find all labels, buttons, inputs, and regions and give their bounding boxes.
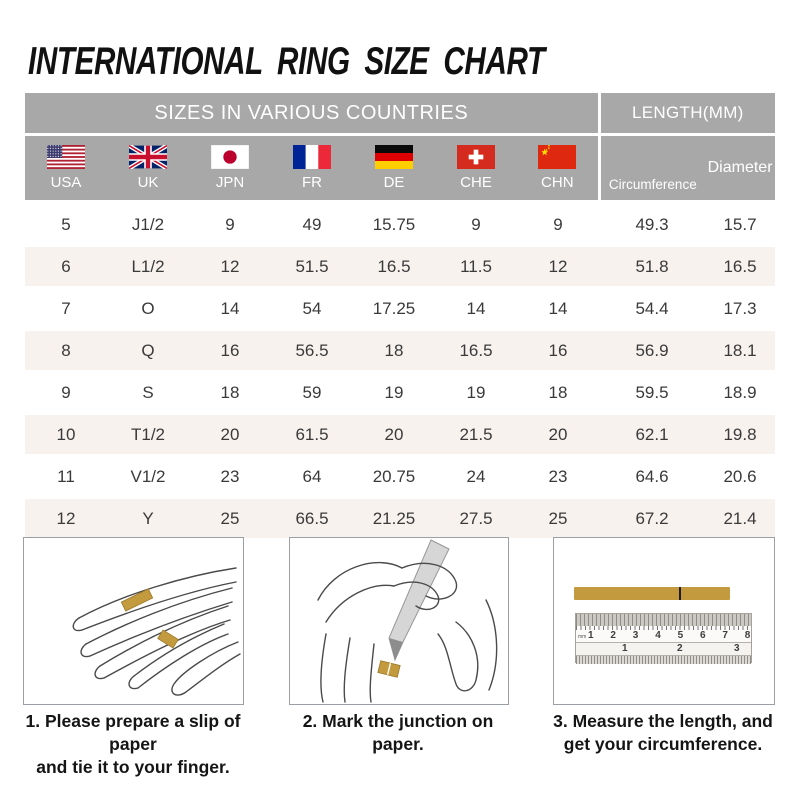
ruler-cm-label: 4 <box>655 630 661 641</box>
size-cell: 51.8 <box>599 246 705 288</box>
size-cell: 8 <box>25 330 107 372</box>
size-cell: 16.5 <box>705 246 775 288</box>
size-cell: 6 <box>25 246 107 288</box>
ruler-cm-label: 8 <box>744 630 751 641</box>
size-cell: V1/2 <box>107 456 189 498</box>
column-header-jpn <box>189 135 271 201</box>
step3-caption <box>541 710 785 756</box>
step2-caption <box>276 710 520 756</box>
caption-line: 2. Mark the junction on paper. <box>302 711 494 755</box>
size-cell: 64 <box>271 456 353 498</box>
size-cell: 18.1 <box>705 330 775 372</box>
ruler-unit-label: mm <box>578 634 587 640</box>
caption-line: 1. Please prepare a slip of paper <box>25 711 241 755</box>
step1-caption <box>11 710 255 779</box>
size-cell: 11.5 <box>435 246 517 288</box>
size-cell: 19 <box>435 372 517 414</box>
country-code-label: CHE <box>460 174 492 191</box>
size-cell: 20.6 <box>705 456 775 498</box>
size-cell: 20 <box>189 414 271 456</box>
ruler-measure-illustration <box>554 538 774 704</box>
size-cell: J1/2 <box>107 205 189 246</box>
size-cell: 14 <box>189 288 271 330</box>
column-header-circumference: Circumference <box>599 135 705 201</box>
size-cell: 25 <box>517 498 599 540</box>
country-code-label: UK <box>137 174 159 191</box>
uk-flag-icon <box>129 145 167 169</box>
country-code-label: FR <box>302 174 322 191</box>
country-code-label: JPN <box>215 174 245 191</box>
size-cell: 18 <box>353 330 435 372</box>
size-cell: 27.5 <box>435 498 517 540</box>
caption-line: 3. Measure the length, and <box>553 711 773 731</box>
size-cell: 9 <box>25 372 107 414</box>
ruler-cm-label: 2 <box>610 630 616 641</box>
ring-size-table-body <box>25 205 775 540</box>
size-cell: 17.25 <box>353 288 435 330</box>
size-cell: 9 <box>435 205 517 246</box>
size-cell: 54 <box>271 288 353 330</box>
sizes-group-header: SIZES IN VARIOUS COUNTRIES <box>25 93 599 135</box>
size-cell: 51.5 <box>271 246 353 288</box>
ruler-cm-labels <box>576 626 751 642</box>
caption-line: and tie it to your finger. <box>36 757 230 778</box>
ruler-cm-label: 6 <box>700 630 706 641</box>
step1-illustration-box <box>23 537 244 705</box>
size-cell: 20.75 <box>353 456 435 498</box>
size-cell: 21.25 <box>353 498 435 540</box>
size-cell: 15.7 <box>705 205 775 246</box>
junction-mark <box>679 587 681 600</box>
size-cell: 17.3 <box>705 288 775 330</box>
column-header-uk <box>107 135 189 201</box>
size-cell: 9 <box>517 205 599 246</box>
ruler-inch-label: 1 <box>622 643 628 654</box>
column-header-chn <box>517 135 599 201</box>
size-cell: 12 <box>25 498 107 540</box>
country-code-label: USA <box>50 174 82 191</box>
ruler-cm-label: 5 <box>677 630 684 641</box>
size-cell: Q <box>107 330 189 372</box>
length-group-header: LENGTH(MM) <box>599 93 775 135</box>
size-cell: 25 <box>189 498 271 540</box>
size-cell: 56.5 <box>271 330 353 372</box>
table-row <box>25 205 775 246</box>
size-cell: 23 <box>189 456 271 498</box>
size-cell: 16 <box>189 330 271 372</box>
size-cell: 59.5 <box>599 372 705 414</box>
size-cell: 59 <box>271 372 353 414</box>
size-cell: 12 <box>517 246 599 288</box>
column-header-fr <box>271 135 353 201</box>
ring-size-table-header <box>25 93 775 200</box>
page-title: INTERNATIONAL RING SIZE CHART <box>28 40 545 83</box>
france-flag-icon <box>293 145 331 169</box>
hand-with-paper-strip-illustration <box>24 538 243 704</box>
column-header-che <box>435 135 517 201</box>
size-cell: 23 <box>517 456 599 498</box>
germany-flag-icon <box>375 145 413 169</box>
japan-flag-icon <box>211 145 249 169</box>
size-cell: 64.6 <box>599 456 705 498</box>
size-cell: 18 <box>517 372 599 414</box>
ruler <box>575 613 752 663</box>
size-cell: 67.2 <box>599 498 705 540</box>
size-cell: 15.75 <box>353 205 435 246</box>
ruler-cm-label: 3 <box>632 630 639 641</box>
size-cell: T1/2 <box>107 414 189 456</box>
table-row <box>25 414 775 456</box>
size-cell: 14 <box>435 288 517 330</box>
size-cell: 18 <box>189 372 271 414</box>
size-cell: 18.9 <box>705 372 775 414</box>
table-row <box>25 330 775 372</box>
size-cell: 49 <box>271 205 353 246</box>
size-cell: 16 <box>517 330 599 372</box>
table-row <box>25 372 775 414</box>
size-cell: 19.8 <box>705 414 775 456</box>
table-row <box>25 246 775 288</box>
ruler-inch-labels <box>576 642 751 655</box>
caption-line: get your circumference. <box>563 734 763 755</box>
ruler-cm-label: 7 <box>722 630 728 641</box>
size-cell: S <box>107 372 189 414</box>
size-cell: 19 <box>353 372 435 414</box>
size-cell: O <box>107 288 189 330</box>
size-cell: Y <box>107 498 189 540</box>
step3-illustration-box <box>553 537 775 705</box>
ruler-inch-label: 3 <box>734 643 740 654</box>
size-cell: 21.5 <box>435 414 517 456</box>
ruler-inch-label: 2 <box>677 643 683 654</box>
size-cell: 49.3 <box>599 205 705 246</box>
size-cell: 5 <box>25 205 107 246</box>
size-cell: 56.9 <box>599 330 705 372</box>
switzerland-flag-icon <box>457 145 495 169</box>
step2-illustration-box <box>289 537 509 705</box>
table-row <box>25 288 775 330</box>
size-cell: 14 <box>517 288 599 330</box>
size-cell: 16.5 <box>435 330 517 372</box>
paper-strip <box>574 587 730 600</box>
china-flag-icon <box>538 145 576 169</box>
marking-junction-illustration <box>290 538 508 704</box>
size-cell: 20 <box>517 414 599 456</box>
column-header-diameter: Diameter <box>705 135 775 201</box>
ruler-cm-label: 1 <box>588 630 594 641</box>
ring-size-table <box>25 205 775 541</box>
table-row <box>25 498 775 540</box>
size-cell: 61.5 <box>271 414 353 456</box>
size-cell: 16.5 <box>353 246 435 288</box>
size-cell: 21.4 <box>705 498 775 540</box>
table-row <box>25 456 775 498</box>
size-cell: 11 <box>25 456 107 498</box>
country-code-label: CHN <box>541 174 574 191</box>
size-cell: 9 <box>189 205 271 246</box>
column-header-usa <box>25 135 107 201</box>
usa-flag-icon <box>47 145 85 169</box>
size-cell: 24 <box>435 456 517 498</box>
size-cell: L1/2 <box>107 246 189 288</box>
ruler-top-edge <box>576 614 751 626</box>
size-cell: 66.5 <box>271 498 353 540</box>
ruler-bottom-edge <box>576 655 751 664</box>
size-cell: 12 <box>189 246 271 288</box>
column-header-de <box>353 135 435 201</box>
size-cell: 62.1 <box>599 414 705 456</box>
size-cell: 10 <box>25 414 107 456</box>
size-cell: 7 <box>25 288 107 330</box>
country-code-label: DE <box>383 174 405 191</box>
size-cell: 20 <box>353 414 435 456</box>
size-cell: 54.4 <box>599 288 705 330</box>
